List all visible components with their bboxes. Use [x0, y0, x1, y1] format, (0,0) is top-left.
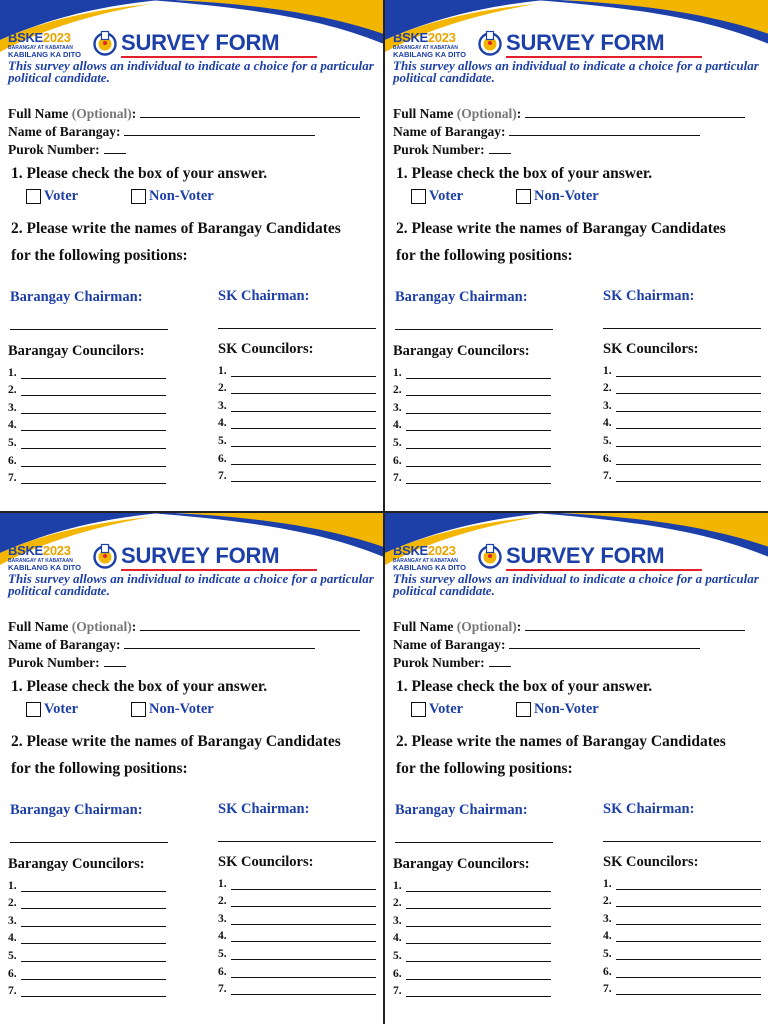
councilor-entry	[218, 412, 376, 430]
barangay-chairman-label: Barangay Chairman:	[395, 802, 528, 818]
voter-option[interactable]: Voter	[26, 699, 78, 719]
full-name-input-line[interactable]	[140, 105, 360, 118]
entry-number: 1.	[8, 366, 17, 379]
councilor-entry	[603, 942, 761, 960]
full-name-input-line[interactable]	[525, 105, 745, 118]
barangay-councilors-label: Barangay Councilors:	[393, 343, 530, 359]
entry-number: 6.	[218, 965, 227, 978]
entry-number: 6.	[218, 452, 227, 465]
councilor-input-line[interactable]	[616, 969, 761, 978]
sk-councilors-list	[218, 359, 376, 482]
councilor-entry	[393, 379, 551, 397]
councilor-input-line[interactable]	[616, 438, 761, 447]
entry-number: 4.	[393, 932, 402, 945]
barangay-chairman-input-line[interactable]	[395, 842, 553, 843]
non-voter-option[interactable]: Non-Voter	[131, 699, 214, 719]
entry-number: 3.	[218, 399, 227, 412]
bske-logo: BSKE2023 BARANGAY AT KABATAAN KABILANG KA DITO	[393, 543, 466, 572]
councilor-entry	[218, 872, 376, 890]
entry-number: 5.	[8, 949, 17, 962]
councilor-input-line[interactable]	[231, 969, 376, 978]
ballot-emblem-icon	[92, 543, 118, 569]
entry-number: 1.	[603, 877, 612, 890]
full-name-input-line[interactable]	[525, 618, 745, 631]
entry-number: 5.	[603, 947, 612, 960]
councilor-entry	[218, 429, 376, 447]
councilor-input-line[interactable]	[231, 898, 376, 907]
councilor-entry	[393, 467, 551, 485]
entry-number: 1.	[218, 364, 227, 377]
councilor-input-line[interactable]	[406, 953, 551, 962]
councilor-entry	[393, 909, 551, 927]
ballot-emblem-icon	[92, 30, 118, 56]
entry-number: 3.	[218, 912, 227, 925]
sk-councilors-label: SK Councilors:	[218, 341, 314, 357]
sk-chairman-label: SK Chairman:	[218, 288, 310, 304]
full-name-field: Full Name (Optional):	[393, 105, 745, 123]
entry-number: 1.	[218, 877, 227, 890]
councilor-input-line[interactable]	[231, 456, 376, 465]
sk-councilors-list	[218, 872, 376, 995]
form-description: This survey allows an individual to indicate a choice for a particular political candidate.	[8, 58, 374, 85]
councilor-input-line[interactable]	[21, 900, 166, 909]
question-2-line-1: 2. Please write the names of Barangay Candidates	[396, 220, 726, 237]
entry-number: 3.	[603, 912, 612, 925]
entry-number: 6.	[393, 454, 402, 467]
entry-number: 7.	[218, 983, 227, 996]
survey-form-card-3	[0, 512, 384, 1024]
entry-number: 6.	[603, 965, 612, 978]
form-title: SURVEY FORM	[506, 543, 665, 568]
councilor-entry	[8, 892, 166, 910]
entry-number: 5.	[603, 434, 612, 447]
entry-number: 7.	[8, 472, 17, 485]
purok-field: Purok Number:	[393, 141, 511, 159]
councilor-entry	[603, 377, 761, 395]
question-2-line-1: 2. Please write the names of Barangay Candidates	[11, 220, 341, 237]
entry-number: 1.	[603, 364, 612, 377]
sk-councilors-label: SK Councilors:	[218, 854, 314, 870]
entry-number: 2.	[8, 384, 17, 397]
councilor-input-line[interactable]	[231, 986, 376, 995]
entry-number: 6.	[8, 967, 17, 980]
councilor-input-line[interactable]	[21, 440, 166, 449]
barangay-field: Name of Barangay:	[8, 123, 315, 141]
entry-number: 4.	[603, 930, 612, 943]
councilor-input-line[interactable]	[21, 971, 166, 980]
survey-form-card-1	[0, 0, 384, 512]
councilor-input-line[interactable]	[231, 933, 376, 942]
councilor-input-line[interactable]	[231, 951, 376, 960]
councilor-entry	[603, 890, 761, 908]
purok-field: Purok Number:	[8, 141, 126, 159]
sk-chairman-input-line[interactable]	[603, 841, 761, 842]
barangay-input-line[interactable]	[124, 636, 315, 649]
entry-number: 2.	[218, 895, 227, 908]
entry-number: 7.	[393, 472, 402, 485]
entry-number: 1.	[393, 879, 402, 892]
councilor-input-line[interactable]	[616, 385, 761, 394]
councilor-entry	[393, 892, 551, 910]
councilor-input-line[interactable]	[616, 403, 761, 412]
councilor-input-line[interactable]	[616, 456, 761, 465]
ballot-emblem-icon	[477, 543, 503, 569]
voter-option[interactable]: Voter	[411, 186, 463, 206]
barangay-councilors-label: Barangay Councilors:	[8, 856, 145, 872]
entry-number: 3.	[8, 401, 17, 414]
councilor-entry	[603, 447, 761, 465]
survey-form-card-2	[384, 0, 768, 512]
councilor-entry	[393, 962, 551, 980]
councilor-entry	[218, 394, 376, 412]
councilor-input-line[interactable]	[406, 422, 551, 431]
councilor-input-line[interactable]	[231, 403, 376, 412]
councilor-input-line[interactable]	[406, 935, 551, 944]
form-description: This survey allows an individual to indicate a choice for a particular political candidate.	[393, 571, 759, 598]
councilor-entry	[393, 396, 551, 414]
survey-form-card-4	[384, 512, 768, 1024]
councilor-input-line[interactable]	[616, 881, 761, 890]
councilor-input-line[interactable]	[21, 458, 166, 467]
councilor-input-line[interactable]	[231, 438, 376, 447]
councilor-input-line[interactable]	[616, 420, 761, 429]
councilor-input-line[interactable]	[616, 473, 761, 482]
sk-chairman-input-line[interactable]	[603, 328, 761, 329]
entry-number: 4.	[218, 930, 227, 943]
councilor-entry	[8, 361, 166, 379]
councilor-entry	[603, 960, 761, 978]
councilor-input-line[interactable]	[231, 473, 376, 482]
full-name-input-line[interactable]	[140, 618, 360, 631]
full-name-field: Full Name (Optional):	[8, 618, 360, 636]
councilor-input-line[interactable]	[406, 475, 551, 484]
councilor-input-line[interactable]	[406, 883, 551, 892]
councilor-input-line[interactable]	[406, 405, 551, 414]
barangay-chairman-input-line[interactable]	[395, 329, 553, 330]
entry-number: 3.	[393, 914, 402, 927]
voter-checkbox[interactable]	[411, 702, 426, 717]
councilor-entry	[603, 394, 761, 412]
councilor-entry	[603, 359, 761, 377]
councilor-input-line[interactable]	[21, 988, 166, 997]
barangay-chairman-input-line[interactable]	[10, 329, 168, 330]
entry-number: 4.	[603, 417, 612, 430]
question-2-line-1: 2. Please write the names of Barangay Candidates	[396, 733, 726, 750]
entry-number: 3.	[8, 914, 17, 927]
councilor-input-line[interactable]	[21, 918, 166, 927]
councilor-entry	[8, 379, 166, 397]
question-2-line-1: 2. Please write the names of Barangay Candidates	[11, 733, 341, 750]
councilor-input-line[interactable]	[21, 475, 166, 484]
non-voter-checkbox[interactable]	[131, 702, 146, 717]
councilor-input-line[interactable]	[21, 935, 166, 944]
councilor-entry	[218, 942, 376, 960]
entry-number: 5.	[8, 436, 17, 449]
purok-input-line[interactable]	[489, 654, 511, 667]
councilor-entry	[8, 944, 166, 962]
councilor-input-line[interactable]	[21, 387, 166, 396]
entry-number: 6.	[8, 454, 17, 467]
voter-checkbox[interactable]	[26, 702, 41, 717]
purok-field: Purok Number:	[8, 654, 126, 672]
councilor-input-line[interactable]	[616, 916, 761, 925]
barangay-input-line[interactable]	[124, 123, 315, 136]
non-voter-option[interactable]: Non-Voter	[516, 186, 599, 206]
councilor-input-line[interactable]	[231, 916, 376, 925]
barangay-councilors-list	[393, 361, 551, 484]
entry-number: 2.	[603, 382, 612, 395]
form-title: SURVEY FORM	[121, 30, 280, 55]
councilor-input-line[interactable]	[616, 951, 761, 960]
bske-logo: BSKE2023 BARANGAY AT KABATAAN KABILANG KA DITO	[393, 30, 466, 59]
barangay-councilors-label: Barangay Councilors:	[8, 343, 145, 359]
councilor-entry	[603, 978, 761, 996]
councilor-input-line[interactable]	[21, 405, 166, 414]
councilor-entry	[393, 927, 551, 945]
councilor-entry	[8, 414, 166, 432]
entry-number: 5.	[393, 436, 402, 449]
entry-number: 4.	[8, 932, 17, 945]
councilor-entry	[8, 962, 166, 980]
entry-number: 2.	[393, 897, 402, 910]
sk-chairman-label: SK Chairman:	[218, 801, 310, 817]
entry-number: 4.	[8, 419, 17, 432]
entry-number: 2.	[393, 384, 402, 397]
councilor-input-line[interactable]	[406, 971, 551, 980]
purok-field: Purok Number:	[393, 654, 511, 672]
full-name-field: Full Name (Optional):	[393, 618, 745, 636]
barangay-chairman-label: Barangay Chairman:	[10, 802, 143, 818]
non-voter-option[interactable]: Non-Voter	[131, 186, 214, 206]
councilor-entry	[603, 872, 761, 890]
councilor-entry	[8, 980, 166, 998]
entry-number: 1.	[8, 879, 17, 892]
councilor-entry	[218, 465, 376, 483]
form-title: SURVEY FORM	[506, 30, 665, 55]
barangay-field: Name of Barangay:	[393, 123, 700, 141]
entry-number: 6.	[603, 452, 612, 465]
non-voter-checkbox[interactable]	[131, 189, 146, 204]
question-2-line-2: for the following positions:	[396, 247, 573, 264]
entry-number: 7.	[393, 985, 402, 998]
councilor-entry	[218, 925, 376, 943]
entry-number: 5.	[218, 434, 227, 447]
entry-number: 2.	[603, 895, 612, 908]
entry-number: 3.	[393, 401, 402, 414]
councilor-input-line[interactable]	[231, 385, 376, 394]
councilor-entry	[393, 980, 551, 998]
councilor-entry	[603, 465, 761, 483]
form-description: This survey allows an individual to indicate a choice for a particular political candidate.	[393, 58, 759, 85]
entry-number: 3.	[603, 399, 612, 412]
councilor-entry	[218, 978, 376, 996]
bske-logo: BSKE2023 BARANGAY AT KABATAAN KABILANG KA DITO	[8, 543, 81, 572]
councilor-entry	[8, 431, 166, 449]
councilor-input-line[interactable]	[616, 933, 761, 942]
sk-councilors-label: SK Councilors:	[603, 341, 699, 357]
barangay-input-line[interactable]	[509, 636, 700, 649]
councilor-input-line[interactable]	[406, 900, 551, 909]
question-1: 1. Please check the box of your answer.	[396, 678, 653, 695]
entry-number: 6.	[393, 967, 402, 980]
councilor-input-line[interactable]	[616, 986, 761, 995]
councilor-entry	[218, 960, 376, 978]
sk-chairman-input-line[interactable]	[218, 328, 376, 329]
councilor-input-line[interactable]	[406, 458, 551, 467]
councilor-entry	[8, 927, 166, 945]
councilor-input-line[interactable]	[406, 440, 551, 449]
voter-option[interactable]: Voter	[26, 186, 78, 206]
councilor-entry	[393, 449, 551, 467]
councilor-entry	[393, 431, 551, 449]
entry-number: 7.	[218, 470, 227, 483]
barangay-chairman-label: Barangay Chairman:	[395, 289, 528, 305]
councilor-input-line[interactable]	[406, 387, 551, 396]
councilor-input-line[interactable]	[21, 883, 166, 892]
question-1: 1. Please check the box of your answer.	[11, 678, 268, 695]
councilor-input-line[interactable]	[21, 953, 166, 962]
councilor-entry	[393, 944, 551, 962]
councilor-entry	[218, 359, 376, 377]
councilor-input-line[interactable]	[616, 898, 761, 907]
councilor-input-line[interactable]	[21, 422, 166, 431]
question-1: 1. Please check the box of your answer.	[11, 165, 268, 182]
entry-number: 2.	[8, 897, 17, 910]
barangay-field: Name of Barangay:	[8, 636, 315, 654]
sk-chairman-label: SK Chairman:	[603, 288, 695, 304]
councilor-entry	[603, 925, 761, 943]
councilor-entry	[603, 907, 761, 925]
councilor-entry	[218, 447, 376, 465]
councilor-entry	[603, 429, 761, 447]
barangay-councilors-label: Barangay Councilors:	[393, 856, 530, 872]
non-voter-checkbox[interactable]	[516, 702, 531, 717]
bske-logo: BSKE2023 BARANGAY AT KABATAAN KABILANG KA DITO	[8, 30, 81, 59]
councilor-input-line[interactable]	[231, 420, 376, 429]
councilor-input-line[interactable]	[406, 988, 551, 997]
form-description: This survey allows an individual to indicate a choice for a particular political candidate.	[8, 571, 374, 598]
full-name-field: Full Name (Optional):	[8, 105, 360, 123]
entry-number: 5.	[218, 947, 227, 960]
councilor-input-line[interactable]	[406, 370, 551, 379]
councilor-entry	[393, 414, 551, 432]
sk-councilors-label: SK Councilors:	[603, 854, 699, 870]
entry-number: 1.	[393, 366, 402, 379]
councilor-input-line[interactable]	[616, 368, 761, 377]
entry-number: 2.	[218, 382, 227, 395]
councilor-entry	[8, 467, 166, 485]
sk-councilors-list	[603, 872, 761, 995]
barangay-chairman-label: Barangay Chairman:	[10, 289, 143, 305]
entry-number: 7.	[8, 985, 17, 998]
councilor-entry	[218, 907, 376, 925]
entry-number: 7.	[603, 470, 612, 483]
question-2-line-2: for the following positions:	[396, 760, 573, 777]
purok-input-line[interactable]	[104, 654, 126, 667]
voter-checkbox[interactable]	[411, 189, 426, 204]
entry-number: 4.	[218, 417, 227, 430]
councilor-entry	[8, 396, 166, 414]
form-title: SURVEY FORM	[121, 543, 280, 568]
question-2-line-2: for the following positions:	[11, 760, 188, 777]
councilor-entry	[218, 377, 376, 395]
councilor-input-line[interactable]	[231, 881, 376, 890]
councilor-entry	[8, 449, 166, 467]
sk-chairman-label: SK Chairman:	[603, 801, 695, 817]
councilor-input-line[interactable]	[21, 370, 166, 379]
sk-chairman-input-line[interactable]	[218, 841, 376, 842]
entry-number: 7.	[603, 983, 612, 996]
councilor-entry	[393, 361, 551, 379]
entry-number: 5.	[393, 949, 402, 962]
barangay-chairman-input-line[interactable]	[10, 842, 168, 843]
barangay-input-line[interactable]	[509, 123, 700, 136]
purok-input-line[interactable]	[104, 141, 126, 154]
councilor-entry	[603, 412, 761, 430]
barangay-councilors-list	[393, 874, 551, 997]
councilor-input-line[interactable]	[406, 918, 551, 927]
question-2-line-2: for the following positions:	[11, 247, 188, 264]
councilor-entry	[218, 890, 376, 908]
sk-councilors-list	[603, 359, 761, 482]
barangay-councilors-list	[8, 874, 166, 997]
purok-input-line[interactable]	[489, 141, 511, 154]
non-voter-option[interactable]: Non-Voter	[516, 699, 599, 719]
councilor-entry	[8, 909, 166, 927]
non-voter-checkbox[interactable]	[516, 189, 531, 204]
councilor-entry	[8, 874, 166, 892]
barangay-field: Name of Barangay:	[393, 636, 700, 654]
ballot-emblem-icon	[477, 30, 503, 56]
councilor-input-line[interactable]	[231, 368, 376, 377]
barangay-councilors-list	[8, 361, 166, 484]
voter-checkbox[interactable]	[26, 189, 41, 204]
question-1: 1. Please check the box of your answer.	[396, 165, 653, 182]
voter-option[interactable]: Voter	[411, 699, 463, 719]
entry-number: 4.	[393, 419, 402, 432]
councilor-entry	[393, 874, 551, 892]
